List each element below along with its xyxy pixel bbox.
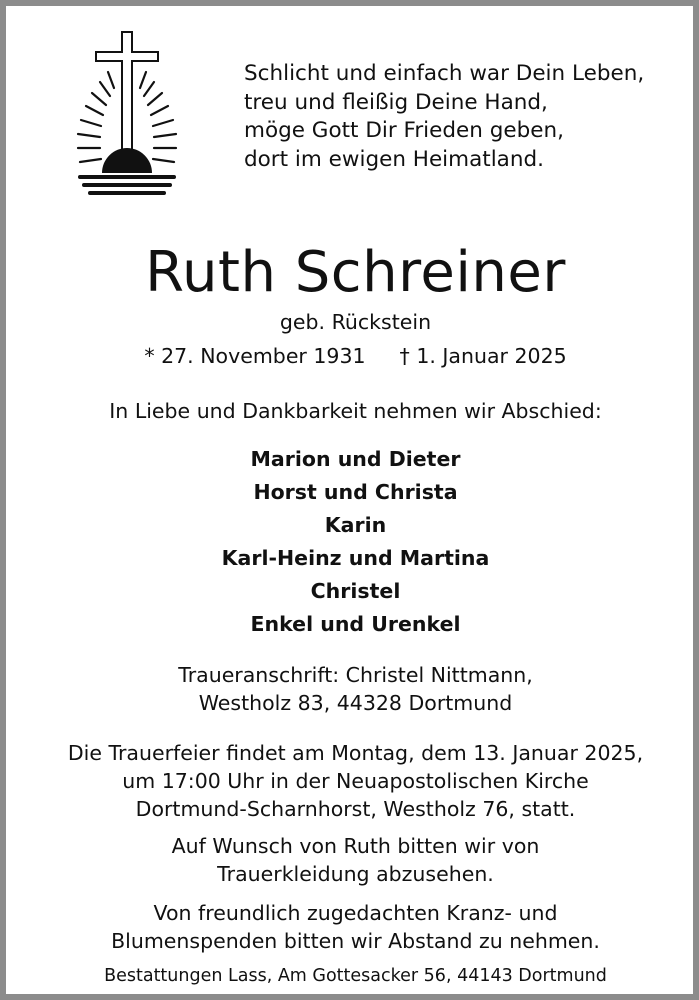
mourner-name: Horst und Christa [253,480,458,504]
address-line: Traueranschrift: Christel Nittmann, [178,663,533,687]
undertaker-info: Bestattungen Lass, Am Gottesacker 56, 44143 Dortmund [104,966,607,986]
mourner-name: Marion und Dieter [250,447,461,471]
address-line: Westholz 83, 44328 Dortmund [198,691,513,715]
verse-line: möge Gott Dir Frieden geben, [244,118,564,143]
mourning-address [6,661,699,717]
wish-line: Auf Wunsch von Ruth bitten wir von [171,834,540,858]
maiden-name: geb. Rückstein [279,310,432,334]
service-line: Die Trauerfeier findet am Montag, dem 13. Januar 2025, [67,741,644,765]
wish-line: Trauerkleidung abzusehen. [217,862,494,886]
flowers-line: Blumenspenden bitten wir Abstand zu nehmen. [111,929,600,953]
mourners-list [6,443,699,641]
flowers-line: Von freundlich zugedachten Kranz- und [153,901,558,925]
death-date: † 1. Januar 2025 [399,344,567,368]
service-line: Dortmund-Scharnhorst, Westholz 76, statt. [135,797,576,821]
verse-line: Schlicht und einfach war Dein Leben, [244,61,645,86]
mourner-name: Karl-Heinz und Martina [221,546,490,570]
flowers-note [6,899,699,955]
funeral-service-info [6,739,699,823]
deceased-name: Ruth Schreiner [145,240,566,305]
service-line: um 17:00 Uhr in der Neuapostolischen Kirche [122,769,589,793]
verse-line: treu und fleißig Deine Hand, [244,89,548,115]
cross-with-sunrise-icon [66,30,196,200]
verse-line: dort im ewigen Heimatland. [244,146,544,172]
farewell-line: In Liebe und Dankbarkeit nehmen wir Abschied: [109,399,602,423]
mourner-name: Christel [310,579,401,603]
birth-date: * 27. November 1931 [144,344,366,368]
life-dates [6,343,699,369]
mourner-name: Enkel und Urenkel [250,612,461,636]
dress-wish [6,832,699,888]
memorial-verse [244,60,684,174]
mourner-name: Karin [324,513,387,537]
